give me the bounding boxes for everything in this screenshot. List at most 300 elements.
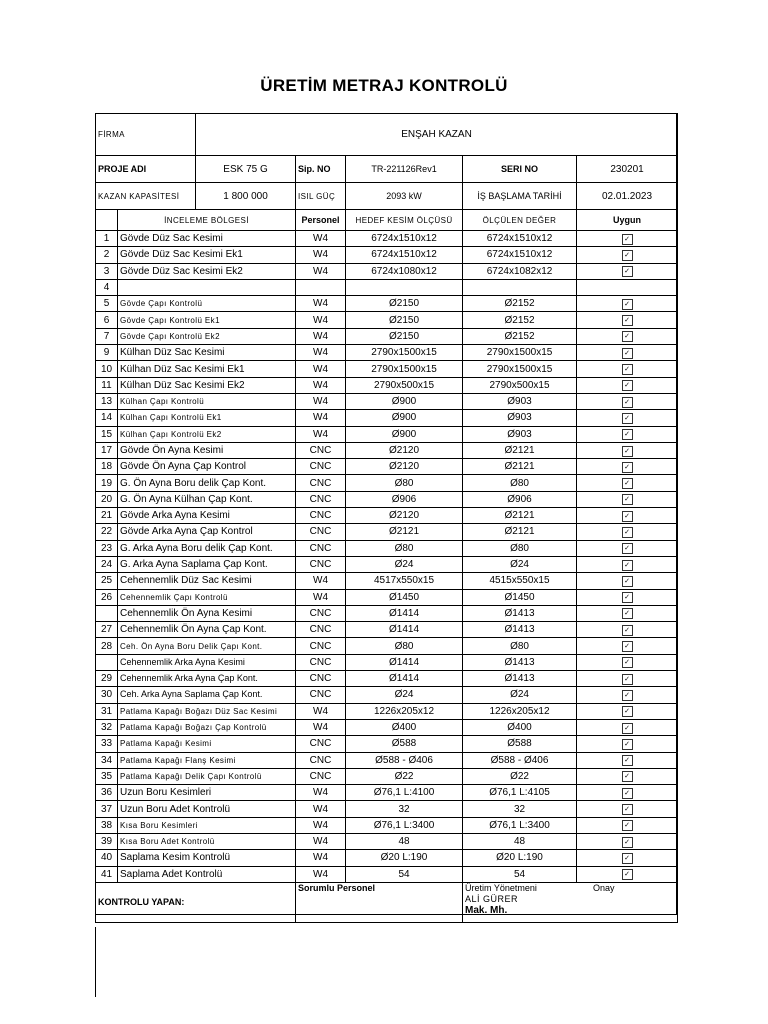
row-inspection-area: Külhan Düz Sac Kesimi <box>118 345 296 361</box>
checkbox-icon[interactable]: ✓ <box>622 788 633 799</box>
row-measured-value: Ø906 <box>463 491 577 507</box>
table-row <box>96 296 678 312</box>
row-measured-value: Ø2152 <box>463 296 577 312</box>
col-uygun: Uygun <box>577 210 678 231</box>
row-uygun <box>577 556 678 572</box>
row-number: 5 <box>96 296 118 312</box>
row-number: 22 <box>96 524 118 540</box>
row-personel: CNC <box>296 638 346 654</box>
row-measured-value: Ø1413 <box>463 654 577 670</box>
row-number: 4 <box>96 279 118 295</box>
row-personel: W4 <box>296 426 346 442</box>
row-target-size: 6724x1510x12 <box>346 247 463 263</box>
row-personel: W4 <box>296 377 346 393</box>
row-personel: CNC <box>296 491 346 507</box>
table-row <box>96 231 678 247</box>
row-measured-value: 4515x550x15 <box>463 573 577 589</box>
checkbox-icon[interactable]: ✓ <box>622 462 633 473</box>
checkbox-icon[interactable]: ✓ <box>622 234 633 245</box>
row-personel: W4 <box>296 719 346 735</box>
row-measured-value: Ø1450 <box>463 589 577 605</box>
row-target-size: Ø2121 <box>346 524 463 540</box>
row-inspection-area: Uzun Boru Kesimleri <box>118 785 296 801</box>
table-row <box>96 589 678 605</box>
checkbox-icon[interactable]: ✓ <box>622 804 633 815</box>
row-measured-value: Ø588 - Ø406 <box>463 752 577 768</box>
row-measured-value: 2790x500x15 <box>463 377 577 393</box>
row-uygun <box>577 736 678 752</box>
row-number: 3 <box>96 263 118 279</box>
row-measured-value: 54 <box>463 866 577 882</box>
row-uygun <box>577 654 678 670</box>
checkbox-icon[interactable]: ✓ <box>622 315 633 326</box>
row-target-size <box>346 279 463 295</box>
row-target-size: 2790x1500x15 <box>346 361 463 377</box>
table-row <box>96 393 678 409</box>
row-uygun <box>577 296 678 312</box>
row-uygun <box>577 393 678 409</box>
table-row <box>96 817 678 833</box>
row-measured-value: Ø22 <box>463 768 577 784</box>
row-target-size: Ø1414 <box>346 622 463 638</box>
row-number: 20 <box>96 491 118 507</box>
row-measured-value: 2790x1500x15 <box>463 345 577 361</box>
row-personel: CNC <box>296 524 346 540</box>
row-uygun <box>577 833 678 849</box>
checkbox-icon[interactable]: ✓ <box>622 755 633 766</box>
row-target-size: Ø20 L:190 <box>346 850 463 866</box>
checkbox-icon[interactable]: ✓ <box>622 397 633 408</box>
col-olculen: ÖLÇÜLEN DEĞER <box>463 210 577 231</box>
checkbox-icon[interactable]: ✓ <box>622 413 633 424</box>
checkbox-icon[interactable]: ✓ <box>622 266 633 277</box>
row-inspection-area: Saplama Kesim Kontrolü <box>118 850 296 866</box>
row-inspection-area: G. Ön Ayna Külhan Çap Kont. <box>118 491 296 507</box>
checkbox-icon[interactable]: ✓ <box>622 641 633 652</box>
row-inspection-area: G. Arka Ayna Boru delik Çap Kont. <box>118 540 296 556</box>
row-uygun <box>577 410 678 426</box>
row-target-size: Ø906 <box>346 491 463 507</box>
row-personel: W4 <box>296 801 346 817</box>
row-inspection-area: Saplama Adet Kontrolü <box>118 866 296 882</box>
row-uygun <box>577 638 678 654</box>
table-row <box>96 361 678 377</box>
row-measured-value <box>463 279 577 295</box>
row-inspection-area: Patlama Kapağı Kesimi <box>118 736 296 752</box>
row-uygun <box>577 328 678 344</box>
row-number: 11 <box>96 377 118 393</box>
row-uygun <box>577 866 678 882</box>
approver-title: Mak. Mh. <box>465 904 508 916</box>
kontrolu-yapan-label: KONTROLU YAPAN: <box>96 882 296 922</box>
row-target-size: Ø80 <box>346 475 463 491</box>
row-measured-value: Ø80 <box>463 540 577 556</box>
row-measured-value: Ø2121 <box>463 508 577 524</box>
table-row <box>96 654 678 670</box>
row-inspection-area: Cehennemlik Ön Ayna Çap Kont. <box>118 622 296 638</box>
column-header-row <box>96 210 678 231</box>
row-number <box>96 605 118 621</box>
row-measured-value: Ø80 <box>463 638 577 654</box>
row-target-size: Ø24 <box>346 687 463 703</box>
row-number: 6 <box>96 312 118 328</box>
row-target-size: Ø900 <box>346 426 463 442</box>
row-number: 21 <box>96 508 118 524</box>
table-row <box>96 622 678 638</box>
row-personel: CNC <box>296 605 346 621</box>
row-uygun <box>577 850 678 866</box>
row-target-size: Ø400 <box>346 719 463 735</box>
row-uygun <box>577 361 678 377</box>
row-inspection-area: Patlama Kapağı Boğazı Düz Sac Kesimi <box>118 703 296 719</box>
table-row <box>96 556 678 572</box>
checkbox-icon[interactable]: ✓ <box>622 560 633 571</box>
col-personel: Personel <box>296 210 346 231</box>
row-number: 25 <box>96 573 118 589</box>
row-uygun <box>577 508 678 524</box>
row-measured-value: Ø588 <box>463 736 577 752</box>
row-uygun <box>577 524 678 540</box>
row-personel: CNC <box>296 736 346 752</box>
row-number: 28 <box>96 638 118 654</box>
row-inspection-area: Gövde Düz Sac Kesimi Ek2 <box>118 263 296 279</box>
row-uygun <box>577 279 678 295</box>
row-inspection-area: G. Arka Ayna Saplama Çap Kont. <box>118 556 296 572</box>
row-measured-value: Ø1413 <box>463 671 577 687</box>
row-number: 19 <box>96 475 118 491</box>
row-inspection-area: Gövde Düz Sac Kesimi <box>118 231 296 247</box>
row-target-size: Ø2150 <box>346 312 463 328</box>
table-row <box>96 410 678 426</box>
row-number: 40 <box>96 850 118 866</box>
row-number: 13 <box>96 393 118 409</box>
checkbox-icon[interactable]: ✓ <box>622 299 633 310</box>
row-uygun <box>577 459 678 475</box>
row-number: 35 <box>96 768 118 784</box>
row-measured-value: 6724x1510x12 <box>463 247 577 263</box>
table-row <box>96 605 678 621</box>
checkbox-icon[interactable]: ✓ <box>622 657 633 668</box>
row-uygun <box>577 247 678 263</box>
checkbox-icon[interactable]: ✓ <box>622 820 633 831</box>
row-target-size: Ø1414 <box>346 671 463 687</box>
table-row <box>96 426 678 442</box>
row-target-size: 54 <box>346 866 463 882</box>
table-row <box>96 540 678 556</box>
col-hedef: HEDEF KESİM ÖLÇÜSÜ <box>346 210 463 231</box>
row-number: 27 <box>96 622 118 638</box>
row-target-size: 32 <box>346 801 463 817</box>
row-inspection-area: Cehennemlik Düz Sac Kesimi <box>118 573 296 589</box>
row-personel: W4 <box>296 231 346 247</box>
row-personel: W4 <box>296 785 346 801</box>
approval-cell <box>463 882 678 922</box>
row-personel: CNC <box>296 671 346 687</box>
row-personel: W4 <box>296 866 346 882</box>
checkbox-icon[interactable]: ✓ <box>622 364 633 375</box>
row-uygun <box>577 442 678 458</box>
table-row <box>96 508 678 524</box>
row-uygun <box>577 231 678 247</box>
checkbox-icon[interactable]: ✓ <box>622 690 633 701</box>
row-inspection-area <box>118 279 296 295</box>
col-inceleme-bolgesi: İNCELEME BÖLGESİ <box>118 210 296 231</box>
checkbox-icon[interactable]: ✓ <box>622 478 633 489</box>
row-target-size: 2790x500x15 <box>346 377 463 393</box>
table-row <box>96 752 678 768</box>
table-row <box>96 442 678 458</box>
table-row <box>96 328 678 344</box>
row-personel: W4 <box>296 850 346 866</box>
checkbox-icon[interactable]: ✓ <box>622 511 633 522</box>
row-inspection-area: Gövde Ön Ayna Kesimi <box>118 442 296 458</box>
checkbox-icon[interactable]: ✓ <box>622 853 633 864</box>
checkbox-icon[interactable]: ✓ <box>622 250 633 261</box>
row-uygun <box>577 345 678 361</box>
row-inspection-area: Ceh. Arka Ayna Saplama Çap Kont. <box>118 687 296 703</box>
row-personel: CNC <box>296 556 346 572</box>
row-personel: CNC <box>296 622 346 638</box>
onay-label: Onay <box>593 882 615 893</box>
table-row <box>96 524 678 540</box>
row-number: 24 <box>96 556 118 572</box>
row-uygun <box>577 475 678 491</box>
checkbox-icon[interactable]: ✓ <box>622 706 633 717</box>
row-number: 15 <box>96 426 118 442</box>
row-uygun <box>577 785 678 801</box>
table-row <box>96 475 678 491</box>
row-uygun <box>577 605 678 621</box>
row-measured-value: Ø76,1 L:3400 <box>463 817 577 833</box>
row-personel: W4 <box>296 247 346 263</box>
row-number: 36 <box>96 785 118 801</box>
row-target-size: 1226x205x12 <box>346 703 463 719</box>
row-target-size: Ø76,1 L:3400 <box>346 817 463 833</box>
row-measured-value: Ø80 <box>463 475 577 491</box>
row-uygun <box>577 426 678 442</box>
row-measured-value: Ø20 L:190 <box>463 850 577 866</box>
row-uygun <box>577 573 678 589</box>
row-inspection-area: Uzun Boru Adet Kontrolü <box>118 801 296 817</box>
row-personel: CNC <box>296 442 346 458</box>
row-uygun <box>577 801 678 817</box>
row-personel: W4 <box>296 833 346 849</box>
row-target-size: 48 <box>346 833 463 849</box>
kapasite-row <box>96 183 678 210</box>
row-personel: W4 <box>296 263 346 279</box>
row-number <box>96 654 118 670</box>
checkbox-icon[interactable]: ✓ <box>622 869 633 880</box>
table-row <box>96 638 678 654</box>
row-measured-value: Ø903 <box>463 393 577 409</box>
firma-row <box>96 114 678 156</box>
checkbox-icon[interactable]: ✓ <box>622 429 633 440</box>
row-personel: CNC <box>296 768 346 784</box>
sip-value: TR-221126Rev1 <box>346 156 463 183</box>
row-number: 18 <box>96 459 118 475</box>
checkbox-icon[interactable]: ✓ <box>622 739 633 750</box>
table-row <box>96 736 678 752</box>
row-personel: W4 <box>296 345 346 361</box>
row-number: 31 <box>96 703 118 719</box>
row-inspection-area: Gövde Arka Ayna Çap Kontrol <box>118 524 296 540</box>
row-inspection-area: G. Ön Ayna Boru delik Çap Kont. <box>118 475 296 491</box>
row-personel <box>296 279 346 295</box>
row-measured-value: 32 <box>463 801 577 817</box>
checkbox-icon[interactable]: ✓ <box>622 527 633 538</box>
row-target-size: Ø588 <box>346 736 463 752</box>
row-inspection-area: Gövde Ön Ayna Çap Kontrol <box>118 459 296 475</box>
row-number: 30 <box>96 687 118 703</box>
row-target-size: Ø1414 <box>346 605 463 621</box>
checkbox-icon[interactable]: ✓ <box>622 380 633 391</box>
row-personel: W4 <box>296 703 346 719</box>
checkbox-icon[interactable]: ✓ <box>622 543 633 554</box>
row-number: 41 <box>96 866 118 882</box>
row-measured-value: 1226x205x12 <box>463 703 577 719</box>
table-row <box>96 833 678 849</box>
checkbox-icon[interactable]: ✓ <box>622 723 633 734</box>
row-measured-value: Ø400 <box>463 719 577 735</box>
row-personel: W4 <box>296 573 346 589</box>
row-target-size: Ø24 <box>346 556 463 572</box>
row-measured-value: Ø1413 <box>463 622 577 638</box>
row-number: 32 <box>96 719 118 735</box>
baslama-label: İŞ BAŞLAMA TARİHİ <box>463 183 577 210</box>
row-measured-value: 6724x1510x12 <box>463 231 577 247</box>
checkbox-icon[interactable]: ✓ <box>622 331 633 342</box>
checkbox-icon[interactable]: ✓ <box>622 348 633 359</box>
row-inspection-area: Külhan Çapı Kontrolü Ek2 <box>118 426 296 442</box>
checkbox-icon[interactable]: ✓ <box>622 625 633 636</box>
row-personel: W4 <box>296 312 346 328</box>
row-number: 2 <box>96 247 118 263</box>
row-number: 29 <box>96 671 118 687</box>
row-uygun <box>577 671 678 687</box>
row-inspection-area: Külhan Düz Sac Kesimi Ek2 <box>118 377 296 393</box>
checkbox-icon[interactable]: ✓ <box>622 674 633 685</box>
table-row <box>96 573 678 589</box>
row-inspection-area: Gövde Düz Sac Kesimi Ek1 <box>118 247 296 263</box>
row-number: 23 <box>96 540 118 556</box>
row-uygun <box>577 377 678 393</box>
row-inspection-area: Külhan Düz Sac Kesimi Ek1 <box>118 361 296 377</box>
row-measured-value: Ø903 <box>463 410 577 426</box>
row-number: 38 <box>96 817 118 833</box>
seri-value: 230201 <box>577 156 678 183</box>
checkbox-icon[interactable]: ✓ <box>622 446 633 457</box>
table-row <box>96 263 678 279</box>
checkbox-icon[interactable]: ✓ <box>622 608 633 619</box>
row-inspection-area: Cehennemlik Ön Ayna Kesimi <box>118 605 296 621</box>
table-row <box>96 785 678 801</box>
row-inspection-area: Cehennemlik Arka Ayna Çap Kont. <box>118 671 296 687</box>
row-uygun <box>577 622 678 638</box>
row-number: 9 <box>96 345 118 361</box>
row-number: 37 <box>96 801 118 817</box>
row-number: 33 <box>96 736 118 752</box>
kapasite-label: KAZAN KAPASİTESİ <box>96 183 196 210</box>
row-measured-value: Ø2152 <box>463 328 577 344</box>
row-target-size: Ø80 <box>346 638 463 654</box>
checkbox-icon[interactable]: ✓ <box>622 771 633 782</box>
row-number: 10 <box>96 361 118 377</box>
checkbox-icon[interactable]: ✓ <box>622 576 633 587</box>
row-target-size: Ø2120 <box>346 508 463 524</box>
row-target-size: Ø22 <box>346 768 463 784</box>
table-row <box>96 801 678 817</box>
table-row <box>96 703 678 719</box>
row-inspection-area: Ceh. Ön Ayna Boru Delik Çapı Kont. <box>118 638 296 654</box>
baslama-value: 02.01.2023 <box>577 183 678 210</box>
firma-value: ENŞAH KAZAN <box>196 114 678 156</box>
row-measured-value: Ø1413 <box>463 605 577 621</box>
table-row <box>96 377 678 393</box>
approver-name: ALİ GÜRER <box>465 893 519 904</box>
row-measured-value: 48 <box>463 833 577 849</box>
row-personel: CNC <box>296 508 346 524</box>
row-target-size: 6724x1080x12 <box>346 263 463 279</box>
page-title: ÜRETİM METRAJ KONTROLÜ <box>260 76 508 95</box>
table-row <box>96 671 678 687</box>
table-row <box>96 312 678 328</box>
row-inspection-area: Gövde Çapı Kontrolü Ek1 <box>118 312 296 328</box>
table-row <box>96 279 678 295</box>
row-measured-value: Ø24 <box>463 556 577 572</box>
table-row <box>96 459 678 475</box>
row-target-size: Ø1450 <box>346 589 463 605</box>
row-measured-value: Ø76,1 L:4105 <box>463 785 577 801</box>
row-measured-value: Ø2121 <box>463 459 577 475</box>
row-number: 14 <box>96 410 118 426</box>
uretim-yoneticisi-label: Üretim Yönetmeni <box>465 882 537 893</box>
table-row <box>96 768 678 784</box>
control-form-table <box>95 113 678 923</box>
checkbox-icon[interactable]: ✓ <box>622 837 633 848</box>
kapasite-value: 1 800 000 <box>196 183 296 210</box>
row-uygun <box>577 263 678 279</box>
row-inspection-area: Külhan Çapı Kontrolü Ek1 <box>118 410 296 426</box>
row-personel: CNC <box>296 687 346 703</box>
proje-label: PROJE ADI <box>96 156 196 183</box>
table-row <box>96 687 678 703</box>
page-margin-rule <box>95 927 96 997</box>
row-target-size: 2790x1500x15 <box>346 345 463 361</box>
row-target-size: Ø1414 <box>346 654 463 670</box>
row-target-size: Ø2150 <box>346 328 463 344</box>
row-inspection-area: Gövde Arka Ayna Kesimi <box>118 508 296 524</box>
row-inspection-area: Kısa Boru Kesimleri <box>118 817 296 833</box>
row-measured-value: Ø2121 <box>463 442 577 458</box>
row-personel: W4 <box>296 410 346 426</box>
row-personel: CNC <box>296 540 346 556</box>
table-row <box>96 866 678 882</box>
checkbox-icon[interactable]: ✓ <box>622 592 633 603</box>
row-number: 17 <box>96 442 118 458</box>
row-target-size: Ø900 <box>346 410 463 426</box>
seri-label: SERI NO <box>463 156 577 183</box>
row-inspection-area: Patlama Kapağı Delik Çapı Kontrolü <box>118 768 296 784</box>
row-number: 34 <box>96 752 118 768</box>
row-inspection-area: Külhan Çapı Kontrolü <box>118 393 296 409</box>
row-uygun <box>577 817 678 833</box>
row-measured-value: Ø2152 <box>463 312 577 328</box>
row-measured-value: 2790x1500x15 <box>463 361 577 377</box>
row-target-size: Ø2120 <box>346 442 463 458</box>
checkbox-icon[interactable]: ✓ <box>622 494 633 505</box>
row-target-size: Ø900 <box>346 393 463 409</box>
row-number: 39 <box>96 833 118 849</box>
